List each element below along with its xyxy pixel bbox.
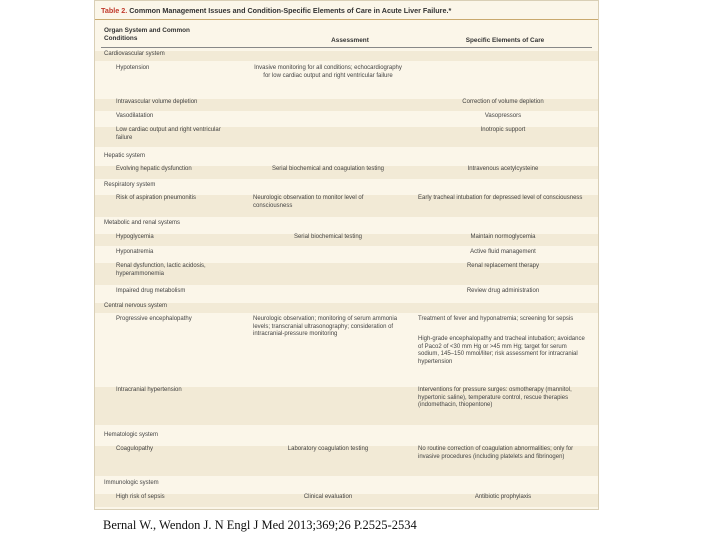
section-label: Hematologic system <box>104 432 159 438</box>
table-row <box>95 166 598 179</box>
care-cell: Antibiotic prophylaxis <box>474 494 532 500</box>
table-title <box>101 6 451 15</box>
care-cell: Interventions for pressure surges: osmotherapy (mannitol, hypertonic saline), temperature control, rescue therapies (indomethacin, thiopentone) <box>418 387 572 409</box>
assessment-cell: Clinical evaluation <box>303 494 353 500</box>
table-row <box>95 480 598 490</box>
condition-cell: Impaired drug metabolism <box>116 288 186 294</box>
care-cell: Active fluid management <box>470 249 536 255</box>
header-assessment: Assessment <box>331 37 369 44</box>
table-row <box>95 195 598 217</box>
assessment-cell: Neurologic observation to monitor level of consciousness <box>253 195 364 209</box>
table-number: Table 2. <box>101 6 128 15</box>
care-cell: Intravenous acetylcysteine <box>467 166 539 172</box>
header-organ-system: Organ System and Common Conditions <box>104 27 190 42</box>
assessment-cell: Serial biochemical and coagulation testing <box>271 166 385 172</box>
table-row <box>95 288 598 300</box>
table-row <box>95 432 598 442</box>
condition-cell: Evolving hepatic dysfunction <box>116 166 192 172</box>
table-row <box>95 65 598 97</box>
assessment-cell: Invasive monitoring for all conditions; echocardiography for low cardiac output and right ventricular failure <box>254 65 402 79</box>
table-row <box>95 316 598 338</box>
table-figure <box>94 0 599 510</box>
condition-cell: Progressive encephalopathy <box>116 316 192 322</box>
condition-cell: Hyponatremia <box>116 249 154 255</box>
assessment-cell: Neurologic observation; monitoring of serum ammonia levels; transcranial ultrasonography; consideration of intracranial-pressure monitoring <box>253 316 398 338</box>
condition-cell: High risk of sepsis <box>116 494 165 500</box>
care-cell: Vasopressors <box>484 113 522 119</box>
assessment-cell: Serial biochemical testing <box>293 234 363 240</box>
table-row <box>95 220 598 230</box>
section-label: Cardiovascular system <box>104 51 165 57</box>
table-row <box>95 303 598 313</box>
table-row <box>95 263 598 285</box>
care-cell: Inotropic support <box>480 127 526 133</box>
title-divider <box>95 19 598 20</box>
care-cell: Treatment of fever and hyponatremia; screening for sepsis <box>418 316 574 322</box>
condition-cell: Coagulopathy <box>116 446 154 452</box>
condition-cell: Hypoglycemia <box>116 234 154 240</box>
condition-cell: Renal dysfunction, lactic acidosis, hyperammonemia <box>116 263 206 277</box>
table-row <box>95 113 598 125</box>
condition-cell: Intracranial hypertension <box>116 387 182 393</box>
table-row <box>95 153 598 163</box>
section-label: Respiratory system <box>104 182 156 188</box>
section-label: Metabolic and renal systems <box>104 220 181 226</box>
table-row <box>95 51 598 61</box>
condition-cell: Intravascular volume depletion <box>116 99 198 105</box>
table-row <box>95 127 598 147</box>
care-cell: Review drug administration <box>466 288 540 294</box>
care-cell: Maintain normoglycemia <box>470 234 536 240</box>
table-row <box>95 249 598 261</box>
section-label: Central nervous system <box>104 303 168 309</box>
assessment-cell: Laboratory coagulation testing <box>287 446 369 452</box>
section-label: Hepatic system <box>104 153 146 159</box>
table-row <box>95 99 598 111</box>
table-title-text: Common Management Issues and Condition-Specific Elements of Care in Acute Liver Failure.* <box>129 6 452 15</box>
table-row <box>95 387 598 425</box>
header-specific-care: Specific Elements of Care <box>465 37 545 44</box>
citation-caption: Bernal W., Wendon J. N Engl J Med 2013;369;26 P.2525-2534 <box>103 518 417 532</box>
condition-cell: Risk of aspiration pneumonitis <box>116 195 197 201</box>
condition-cell: Low cardiac output and right ventricular failure <box>116 127 221 141</box>
table-row <box>95 182 598 192</box>
condition-cell: Vasodilatation <box>116 113 154 119</box>
care-cell: Correction of volume depletion <box>462 99 544 105</box>
table-row <box>95 234 598 246</box>
care-cell: Renal replacement therapy <box>466 263 540 269</box>
header-divider <box>101 47 592 48</box>
care-cell: No routine correction of coagulation abnormalities; only for invasive procedures (including platelets and fibrinogen) <box>418 446 574 460</box>
table-row <box>95 494 598 507</box>
section-label: Immunologic system <box>104 480 159 486</box>
care-cell: High-grade encephalopathy and tracheal intubation; avoidance of Paco2 of <30 mm Hg or >45 mm Hg; target for serum sodium, 145–150 mmol/liter; risk assessment for intracranial hypertension <box>418 336 585 365</box>
care-cell: Early tracheal intubation for depressed level of consciousness <box>418 195 583 201</box>
condition-cell: Hypotension <box>116 65 150 71</box>
table-row <box>95 446 598 476</box>
table-row <box>95 336 598 386</box>
